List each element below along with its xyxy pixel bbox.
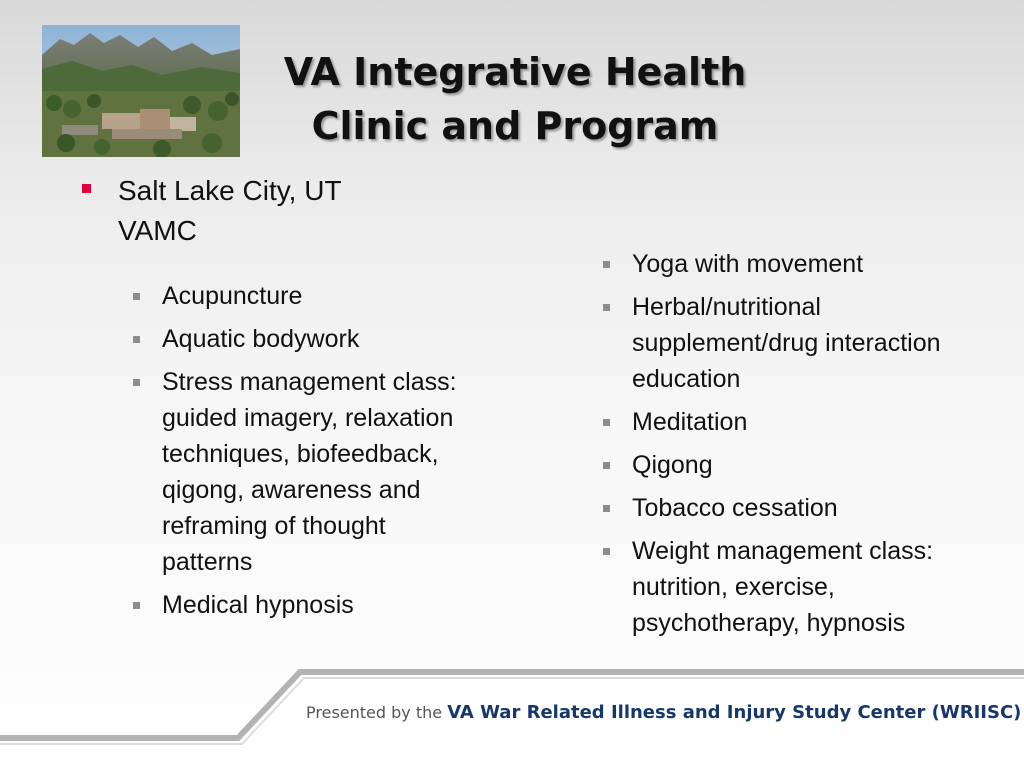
bullet-square-icon [603, 419, 610, 426]
title-line-1: VA Integrative Health [283, 50, 747, 94]
slide-title [250, 45, 780, 153]
footer-prefix: Presented by the [306, 703, 443, 722]
right-service-list [600, 246, 980, 648]
title-line-2: Clinic and Program [311, 104, 719, 148]
list-item [600, 404, 980, 440]
main-bullet-square-icon [82, 184, 91, 193]
list-item-text: Aquatic bodywork [162, 325, 360, 353]
list-item [130, 278, 470, 314]
main-bullet [82, 171, 442, 251]
list-item [600, 246, 980, 282]
campus-photo [42, 25, 240, 157]
list-item-text: Meditation [632, 408, 748, 436]
list-item-text: Stress management class: guided imagery, relaxation techniques, biofeedback, qigong, awareness and reframing of thought patterns [162, 368, 457, 576]
bullet-square-icon [603, 548, 610, 555]
list-item [130, 587, 470, 623]
bullet-square-icon [133, 336, 140, 343]
bullet-square-icon [133, 293, 140, 300]
list-item [600, 490, 980, 526]
list-item-text: Yoga with movement [632, 250, 864, 278]
footer-organization: VA War Related Illness and Injury Study Center (WRIISC) [447, 702, 1022, 723]
bullet-square-icon [133, 602, 140, 609]
list-item [600, 447, 980, 483]
bullet-square-icon [603, 462, 610, 469]
footer-credit [306, 702, 1021, 723]
main-bullet-line-2: VAMC [118, 215, 197, 246]
main-bullet-line-1: Salt Lake City, UT [118, 175, 342, 206]
list-item-text: Medical hypnosis [162, 591, 354, 619]
list-item [600, 533, 980, 641]
list-item [600, 289, 980, 397]
list-item-text: Qigong [632, 451, 713, 479]
list-item-text: Acupuncture [162, 282, 303, 310]
bullet-square-icon [603, 505, 610, 512]
list-item-text: Tobacco cessation [632, 494, 838, 522]
list-item-text: Weight management class: nutrition, exercise, psychotherapy, hypnosis [632, 537, 934, 637]
list-item [130, 321, 470, 357]
list-item [130, 364, 470, 580]
left-service-list [130, 278, 470, 630]
list-item-text: Herbal/nutritional supplement/drug interaction education [632, 293, 941, 393]
bullet-square-icon [133, 379, 140, 386]
bullet-square-icon [603, 304, 610, 311]
bullet-square-icon [603, 261, 610, 268]
